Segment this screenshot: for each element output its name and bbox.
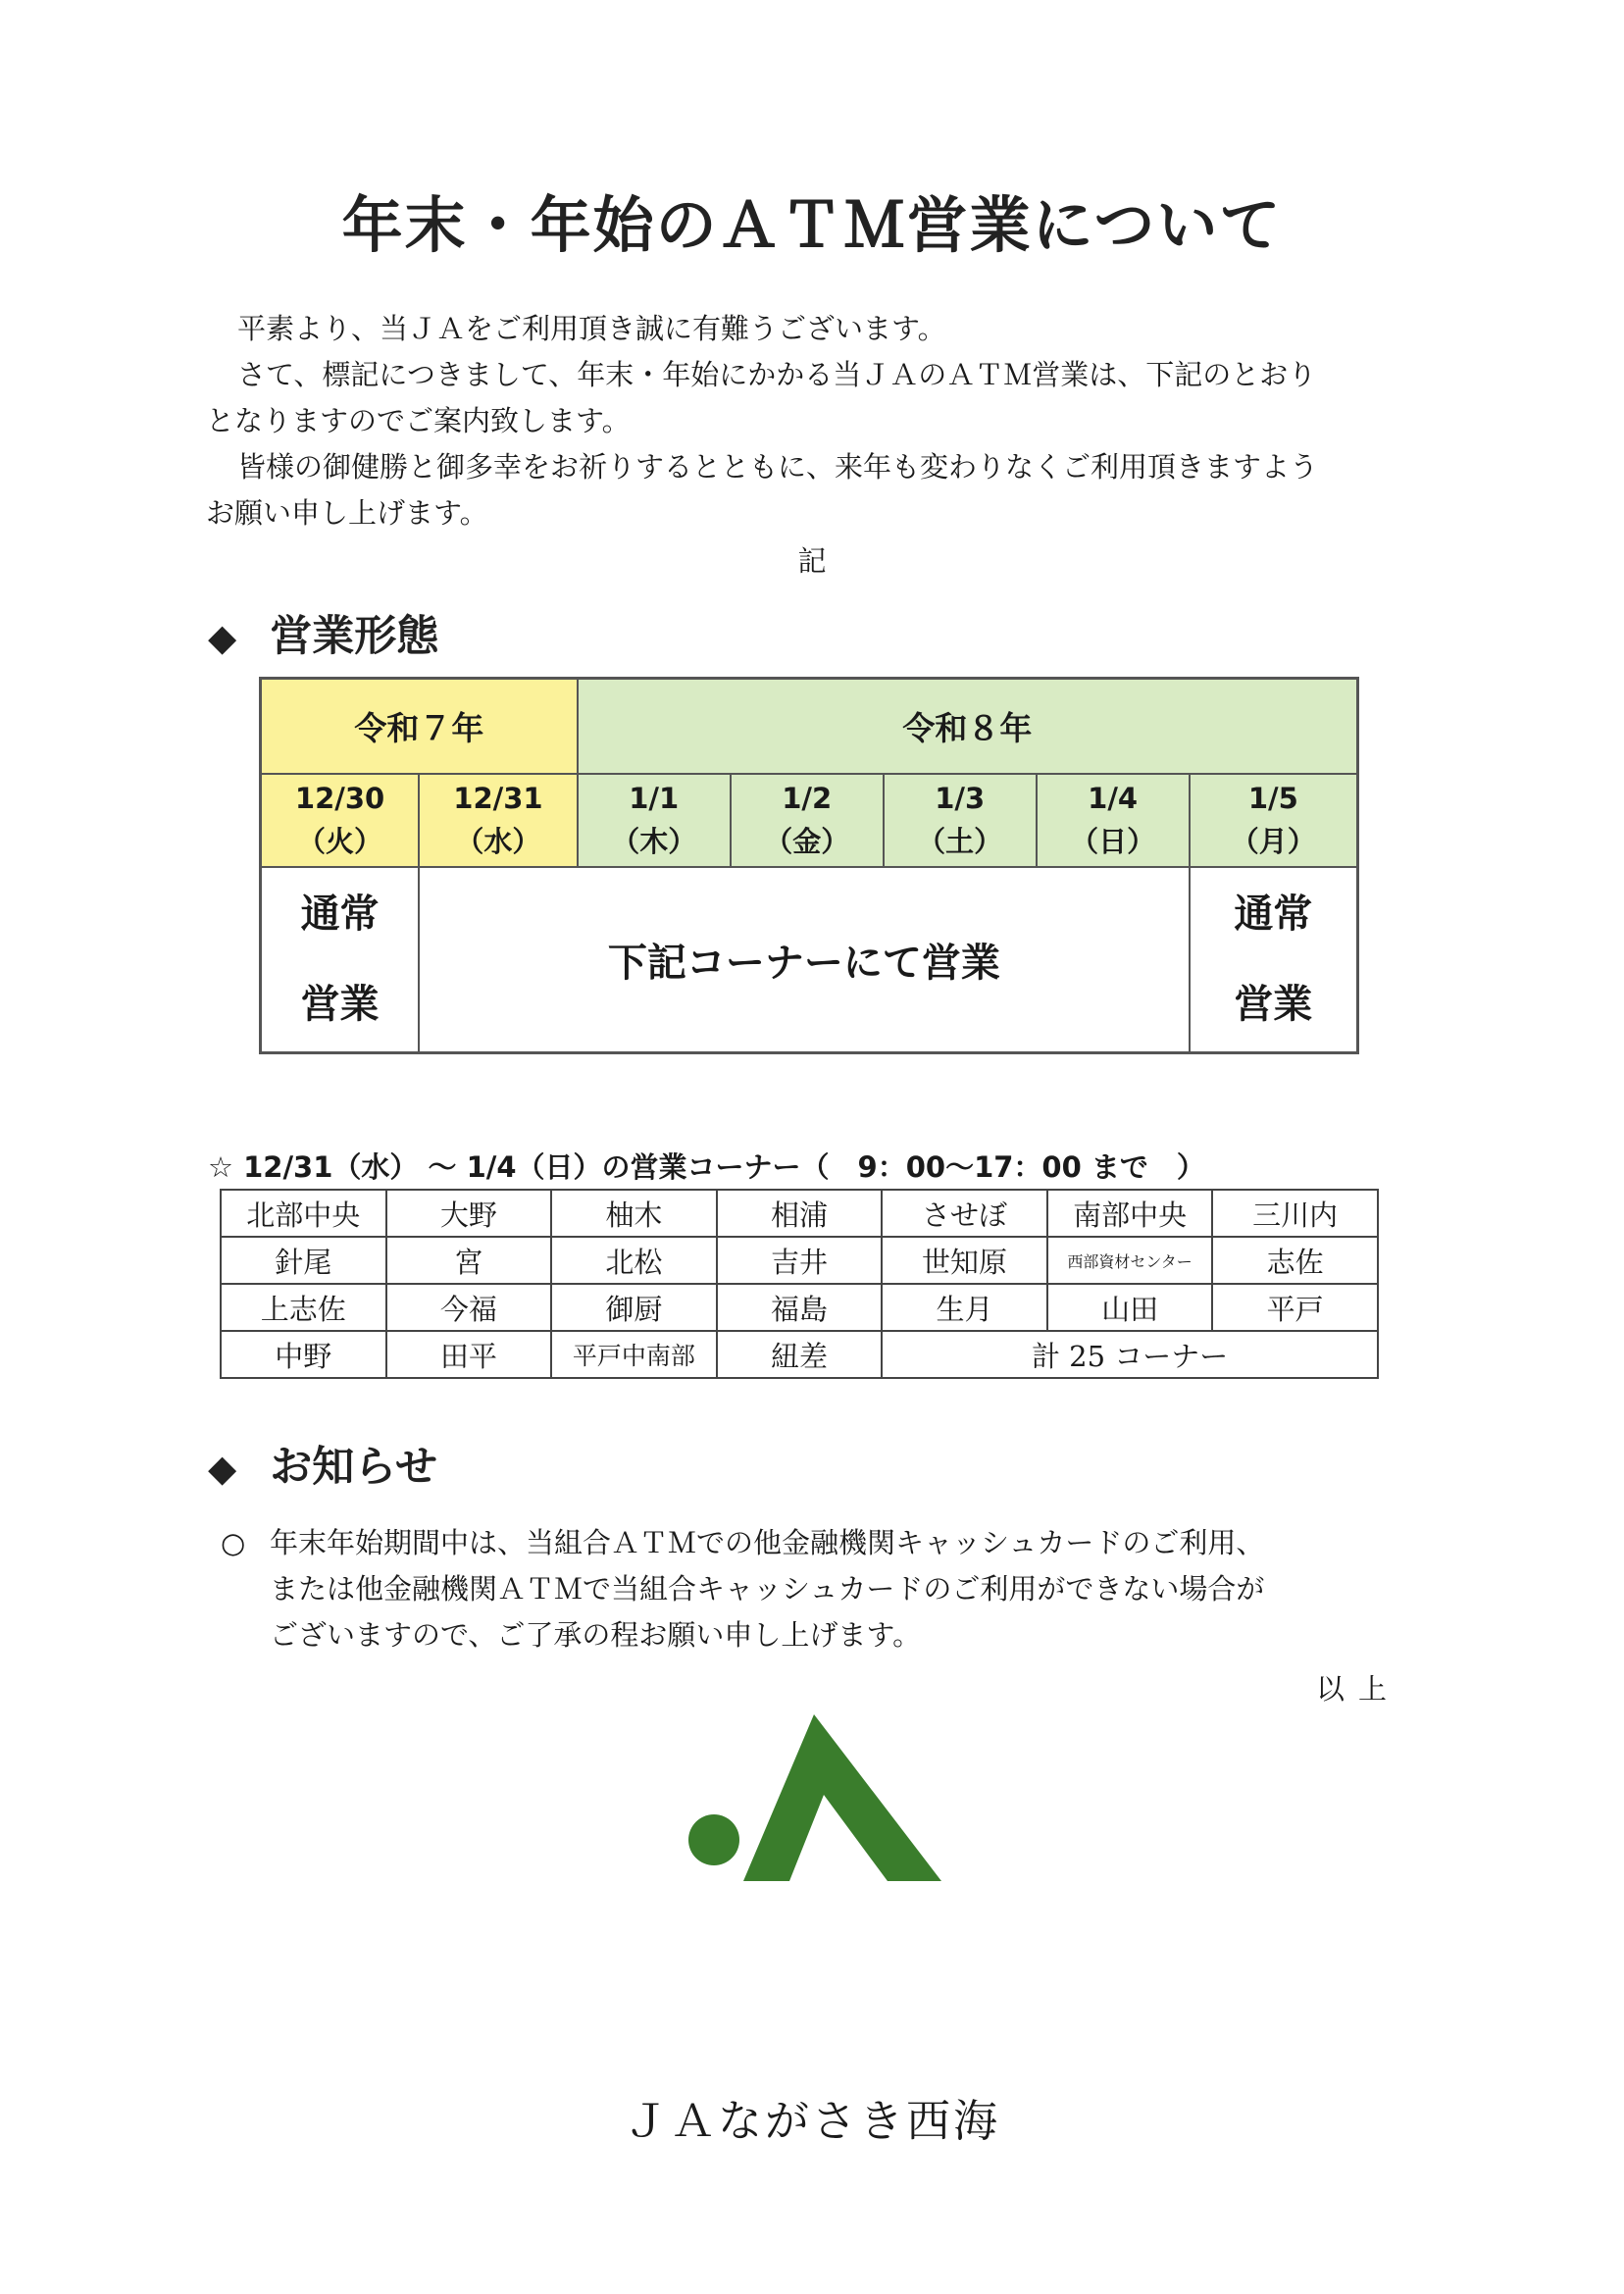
normal-business-cell: 通常 営業 [261, 867, 420, 1053]
diamond-icon: ◆ [208, 616, 237, 659]
notice-paragraph [221, 1520, 1446, 1658]
ja-logo [686, 1714, 941, 1881]
corner-cell: 北松 [551, 1237, 717, 1284]
corner-total: 計 25 コーナー [882, 1331, 1378, 1378]
logo-dot [688, 1814, 739, 1865]
table-row [221, 1284, 1378, 1331]
notice-line: ございますので、ご了承の程お願い申し上げます。 [270, 1618, 922, 1652]
corner-cell: 上志佐 [221, 1284, 386, 1331]
normal-business-cell: 通常 営業 [1190, 867, 1358, 1053]
notice-line: 年末年始期間中は、当組合ＡＴＭでの他金融機関キャッシュカードのご利用、 [270, 1526, 1265, 1559]
intro-line: お願い申し上げます。 [206, 496, 488, 530]
intro-line: 皆様の御健勝と御多幸をお祈りするとともに、来年も変わりなくご利用頂きますよう [237, 450, 1319, 484]
section-heading-business [208, 603, 438, 663]
section-heading-notice [208, 1434, 437, 1494]
date-cell: 1/5 （月） [1190, 774, 1358, 867]
corner-cell: 世知原 [882, 1237, 1047, 1284]
date-cell: 12/30 （火） [261, 774, 420, 867]
corner-cell: 南部中央 [1047, 1190, 1213, 1237]
table-row [221, 1237, 1378, 1284]
ki-marker: 記 [797, 544, 827, 578]
corner-cell: 大野 [386, 1190, 552, 1237]
corner-cell: 西部資材センター [1047, 1237, 1213, 1284]
corner-table [220, 1189, 1379, 1379]
date-cell: 1/3 （土） [884, 774, 1037, 867]
corner-cell: 田平 [386, 1331, 552, 1378]
diamond-icon: ◆ [208, 1447, 237, 1490]
intro-line: さて、標記につきまして、年末・年始にかかる当ＪＡのＡＴＭ営業は、下記のとおり [237, 358, 1317, 391]
corner-cell: させぼ [882, 1190, 1047, 1237]
page-title: 年末・年始のＡＴＭ営業について [341, 189, 1283, 261]
logo-mark [743, 1714, 941, 1881]
corner-cell: 柚木 [551, 1190, 717, 1237]
date-cell: 1/4 （日） [1037, 774, 1190, 867]
schedule-table [259, 677, 1359, 1054]
corner-cell: 御厨 [551, 1284, 717, 1331]
closing-text: 以上 [1316, 1672, 1401, 1706]
corner-business-cell: 下記コーナーにて営業 [419, 867, 1190, 1053]
table-row [221, 1190, 1378, 1237]
year-header-r7: 令和７年 [261, 679, 578, 774]
section-title: お知らせ [270, 1443, 437, 1492]
corner-cell: 山田 [1047, 1284, 1213, 1331]
date-cell: 1/2 （金） [731, 774, 884, 867]
organization-name: ＪＡながさき西海 [623, 2095, 1000, 2147]
corner-cell: 中野 [221, 1331, 386, 1378]
year-header-r8: 令和８年 [578, 679, 1358, 774]
corner-cell: 志佐 [1212, 1237, 1378, 1284]
section-title: 営業形態 [270, 612, 439, 661]
corner-cell: 相浦 [717, 1190, 883, 1237]
corner-cell: 三川内 [1212, 1190, 1378, 1237]
corner-cell: 北部中央 [221, 1190, 386, 1237]
intro-line: 平素より、当ＪＡをご利用頂き誠に有難うございます。 [237, 312, 946, 345]
corner-cell: 紐差 [717, 1331, 883, 1378]
intro-paragraph [206, 306, 1442, 536]
corner-cell: 生月 [882, 1284, 1047, 1331]
corner-cell: 針尾 [221, 1237, 386, 1284]
corner-cell: 吉井 [717, 1237, 883, 1284]
notice-line: または他金融機関ＡＴＭで当組合キャッシュカードのご利用ができない場合が [270, 1572, 1265, 1606]
corner-note: ☆ 12/31（水） ～ 1/4（日）の営業コーナー（ 9：00～17：00 まで ） [208, 1150, 1205, 1184]
corner-cell: 平戸中南部 [551, 1331, 717, 1378]
circle-bullet-icon: ○ [221, 1526, 246, 1559]
date-cell: 1/1 （木） [578, 774, 731, 867]
date-cell: 12/31 （水） [419, 774, 578, 867]
corner-cell: 今福 [386, 1284, 552, 1331]
corner-cell: 平戸 [1212, 1284, 1378, 1331]
table-row [221, 1331, 1378, 1378]
corner-cell: 福島 [717, 1284, 883, 1331]
corner-cell: 宮 [386, 1237, 552, 1284]
intro-line: となりますのでご案内致します。 [206, 404, 631, 437]
